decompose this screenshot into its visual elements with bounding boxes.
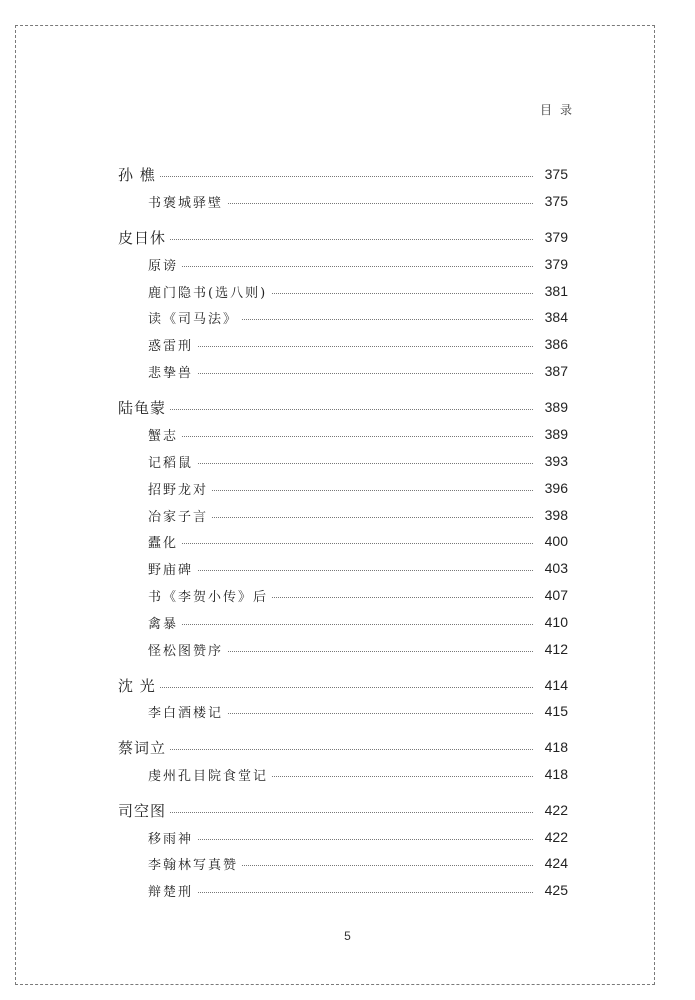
entry-page-number: 398 — [534, 507, 568, 523]
entry-page-number: 386 — [534, 336, 568, 352]
entry-page-number: 381 — [534, 283, 568, 299]
toc-work-entry[interactable] — [0, 879, 695, 901]
toc-work-entry[interactable] — [0, 763, 695, 785]
entry-title: 皮日休 — [118, 227, 170, 248]
entry-page-number: 384 — [534, 309, 568, 325]
entry-title: 原谤 — [148, 255, 182, 274]
dot-leader — [160, 812, 537, 813]
entry-page-number: 379 — [534, 256, 568, 272]
toc-work-entry[interactable] — [0, 530, 695, 552]
toc-work-entry[interactable] — [0, 584, 695, 606]
dot-leader — [160, 239, 537, 240]
entry-title: 禽暴 — [148, 613, 182, 632]
entry-title: 野庙碑 — [148, 559, 197, 578]
entry-page-number: 375 — [534, 193, 568, 209]
entry-page-number: 410 — [534, 614, 568, 630]
entry-page-number: 418 — [534, 766, 568, 782]
entry-title: 蠹化 — [148, 532, 182, 551]
entry-page-number: 422 — [534, 829, 568, 845]
entry-title: 孙 樵 — [118, 164, 160, 185]
entry-title: 李翰林写真赞 — [148, 854, 242, 873]
entry-title: 读《司马法》 — [148, 308, 242, 327]
toc-author-entry[interactable] — [0, 674, 695, 696]
entry-page-number: 379 — [534, 229, 568, 245]
toc-work-entry[interactable] — [0, 253, 695, 275]
entry-page-number: 418 — [534, 739, 568, 755]
entry-page-number: 389 — [534, 399, 568, 415]
dot-leader — [160, 176, 537, 177]
toc-author-entry[interactable] — [0, 799, 695, 821]
entry-title: 蟹志 — [148, 425, 182, 444]
entry-page-number: 389 — [534, 426, 568, 442]
toc-author-entry[interactable] — [0, 163, 695, 185]
toc-author-entry[interactable] — [0, 736, 695, 758]
toc-work-entry[interactable] — [0, 190, 695, 212]
entry-page-number: 396 — [534, 480, 568, 496]
toc-work-entry[interactable] — [0, 306, 695, 328]
entry-title: 书《李贺小传》后 — [148, 586, 272, 605]
toc-work-entry[interactable] — [0, 638, 695, 660]
entry-title: 鹿门隐书(选八则) — [148, 282, 271, 301]
entry-title: 移雨神 — [148, 828, 197, 847]
entry-title: 虔州孔目院食堂记 — [148, 765, 272, 784]
entry-page-number: 403 — [534, 560, 568, 576]
toc-work-entry[interactable] — [0, 280, 695, 302]
dot-leader — [180, 203, 537, 204]
dot-leader — [180, 892, 537, 893]
toc-work-entry[interactable] — [0, 700, 695, 722]
entry-title: 沈 光 — [118, 675, 160, 696]
entry-page-number: 407 — [534, 587, 568, 603]
toc-work-entry[interactable] — [0, 504, 695, 526]
entry-page-number: 415 — [534, 703, 568, 719]
entry-page-number: 412 — [534, 641, 568, 657]
running-head: 目录 — [539, 103, 580, 117]
entry-title: 辩楚刑 — [148, 881, 197, 900]
entry-page-number: 414 — [534, 677, 568, 693]
toc-work-entry[interactable] — [0, 826, 695, 848]
toc-work-entry[interactable] — [0, 611, 695, 633]
dot-leader — [180, 436, 537, 437]
entry-title: 记稻鼠 — [148, 452, 197, 471]
entry-title: 悲挚兽 — [148, 362, 197, 381]
toc-author-entry[interactable] — [0, 226, 695, 248]
dot-leader — [180, 463, 537, 464]
entry-title: 陆龟蒙 — [118, 397, 170, 418]
dot-leader — [160, 409, 537, 410]
toc-work-entry[interactable] — [0, 423, 695, 445]
entry-page-number: 375 — [534, 166, 568, 182]
entry-title: 惑雷刑 — [148, 335, 197, 354]
dot-leader — [180, 517, 537, 518]
page-number: 5 — [344, 929, 351, 943]
dot-leader — [180, 490, 537, 491]
dot-leader — [180, 839, 537, 840]
dot-leader — [160, 749, 537, 750]
entry-page-number: 424 — [534, 855, 568, 871]
dot-leader — [180, 624, 537, 625]
toc-work-entry[interactable] — [0, 333, 695, 355]
dot-leader — [180, 373, 537, 374]
entry-title: 蔡词立 — [118, 737, 170, 758]
toc-work-entry[interactable] — [0, 450, 695, 472]
entry-title: 书褒城驿壁 — [148, 192, 227, 211]
toc-work-entry[interactable] — [0, 557, 695, 579]
dot-leader — [180, 543, 537, 544]
toc-work-entry[interactable] — [0, 360, 695, 382]
entry-page-number: 422 — [534, 802, 568, 818]
dot-leader — [180, 713, 537, 714]
entry-title: 李白酒楼记 — [148, 702, 227, 721]
dot-leader — [180, 570, 537, 571]
entry-page-number: 393 — [534, 453, 568, 469]
entry-title: 怪松图赞序 — [148, 640, 227, 659]
toc-work-entry[interactable] — [0, 852, 695, 874]
dot-leader — [180, 266, 537, 267]
entry-page-number: 425 — [534, 882, 568, 898]
entry-page-number: 400 — [534, 533, 568, 549]
entry-title: 冶家子言 — [148, 506, 212, 525]
dot-leader — [160, 687, 537, 688]
toc-work-entry[interactable] — [0, 477, 695, 499]
entry-title: 招野龙对 — [148, 479, 212, 498]
dot-leader — [180, 651, 537, 652]
entry-page-number: 387 — [534, 363, 568, 379]
entry-title: 司空图 — [118, 800, 170, 821]
dot-leader — [180, 346, 537, 347]
toc-author-entry[interactable] — [0, 396, 695, 418]
